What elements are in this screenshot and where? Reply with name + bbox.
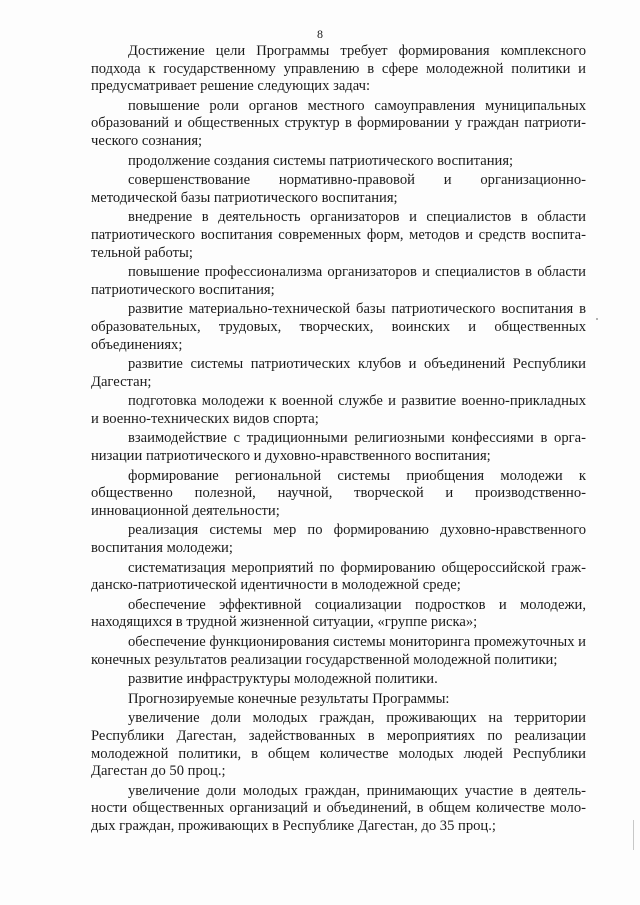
paragraph-task: систематизация мероприятий по формированию общероссийской гражданско-патриотической идентичности в молодежной среде; bbox=[91, 559, 586, 594]
paragraph-results-heading: Прогнозируемые конечные результаты Программы: bbox=[128, 690, 450, 707]
paragraph-task: обеспечение функционирования системы мониторинга промежуточных и конечных результатов реализации государственной молодежной политики; bbox=[91, 634, 586, 668]
paragraph-task: повышение роли органов местного самоуправления муниципальных образований и общественных структур в формировании у граждан патриотического сознания; bbox=[91, 97, 586, 149]
paragraph-task: реализация системы мер по формированию духовно-нравственного воспитания молодежи; bbox=[91, 522, 586, 557]
paragraph-task: развитие системы патриотических клубов и объединений Республики Дагестан; bbox=[91, 356, 586, 390]
paragraph-task: внедрение в деятельность организаторов и специалистов в области патриотического воспитания современных форм, методов и средств воспитательной работы; bbox=[91, 209, 586, 261]
page-number: 8 bbox=[317, 27, 323, 41]
paragraph-result: увеличение доли молодых граждан, принимающих участие в деятельности общественных организаций и объединений, в общем количестве молодых граждан, проживающих в Республике Дагестан, до 35 проц.; bbox=[91, 782, 586, 834]
paragraph-task: развитие инфраструктуры молодежной политики. bbox=[128, 671, 438, 688]
paragraph-task: совершенствование нормативно-правовой и организационно-методической базы патриотического воспитания; bbox=[91, 172, 586, 206]
paragraph-intro: Достижение цели Программы требует формирования комплексного подхода к государственному управлению в сфере молодежной политики и предусматривает решение следующих задач: bbox=[91, 43, 586, 95]
paragraph-task: повышение профессионализма организаторов и специалистов в области патриотического воспитания; bbox=[91, 264, 586, 298]
scan-speck bbox=[596, 318, 598, 320]
paragraph-task: взаимодействие с традиционными религиозными конфессиями в организации патриотического и духовно-нравственного воспитания; bbox=[91, 430, 586, 465]
paragraph-result: увеличение доли молодых граждан, проживающих на территории Республики Дагестан, задействованных в мероприятиях по реализации молодежной политики, в общем количестве молодых людей Республики Дагестан до 50 проц.; bbox=[91, 710, 586, 780]
paragraph-task: формирование региональной системы приобщения молодежи к общественно полезной, научной, творческой и производственно-инновационной деятельности; bbox=[91, 467, 586, 519]
paragraph-task: продолжение создания системы патриотического воспитания; bbox=[128, 152, 514, 169]
scan-speck bbox=[633, 820, 634, 850]
document-body bbox=[91, 43, 586, 838]
paragraph-task: развитие материально-технической базы патриотического воспитания в образовательных, трудовых, творческих, воинских и общественных объединениях; bbox=[91, 301, 586, 353]
paragraph-task: подготовка молодежи к военной службе и развитие военно-прикладных и военно-технических видов спорта; bbox=[91, 393, 586, 427]
paragraph-task: обеспечение эффективной социализации подростков и молодежи, находящихся в трудной жизненной ситуации, «группе риска»; bbox=[91, 596, 586, 631]
